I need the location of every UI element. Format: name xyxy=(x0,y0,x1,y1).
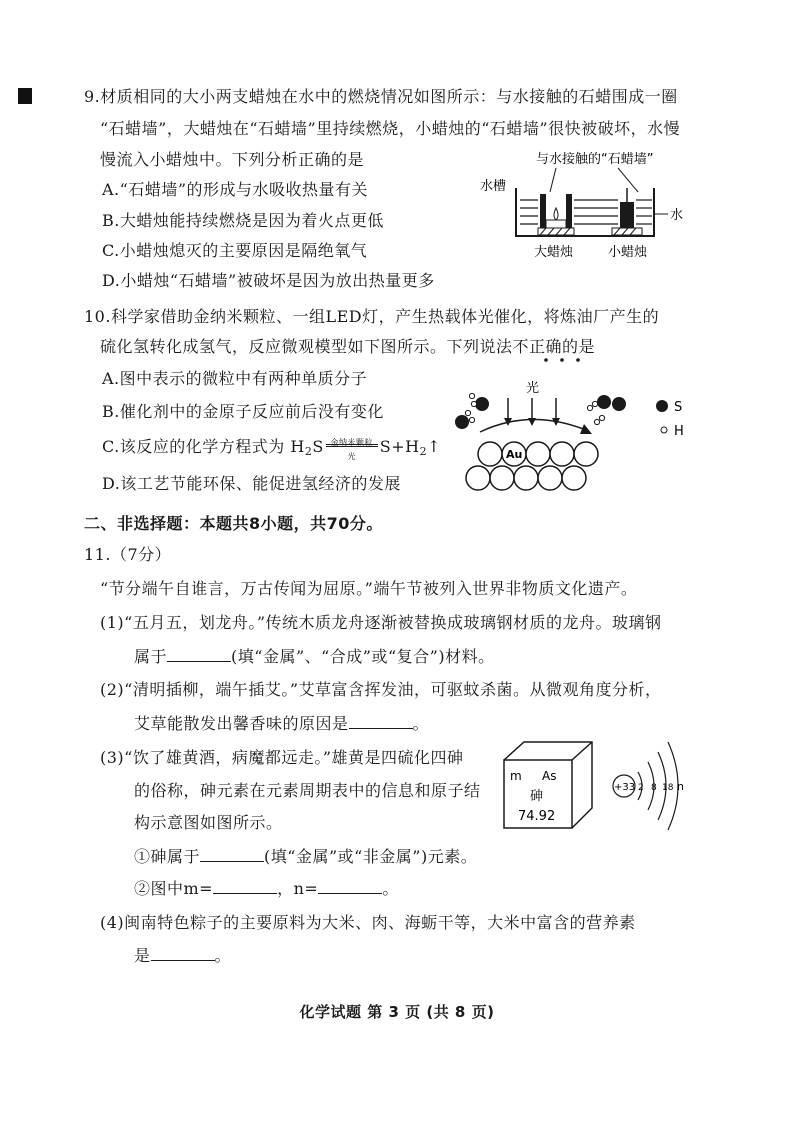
fig-big-candle-label: 大蜡烛 xyxy=(534,245,574,260)
q11-p1-line1: (1)“五月五，划龙舟。”传统木质龙舟逐渐被替换成玻璃钢材质的龙舟。玻璃钢 xyxy=(100,613,662,632)
answer-blank-6[interactable] xyxy=(151,944,215,961)
atom-shell-2: 8 xyxy=(651,783,657,793)
q10-option-d: D.该工艺节能环保、能促进氢经济的发展 xyxy=(102,474,401,493)
fig-water-label: 水 xyxy=(670,208,684,223)
atom-nucleus: +33 xyxy=(614,782,636,793)
section-2-title: 二、非选择题：本题共8小题，共70分。 xyxy=(84,514,383,533)
legend-h: H xyxy=(674,424,684,439)
legend-s: S xyxy=(674,400,683,415)
answer-blank-5[interactable] xyxy=(318,877,382,894)
page-footer: 化学试题 第 3 页 (共 8 页) xyxy=(299,1003,495,1021)
q9-line1: 9.材质相同的大小两支蜡烛在水中的燃烧情况如图所示：与水接触的石蜡围成一圈 xyxy=(84,87,678,106)
q11-p2-line1: (2)“清明插柳，端午插艾。”艾草富含挥发油，可驱蚊杀菌。从微观角度分析， xyxy=(100,680,662,699)
q11-p3-line1: (3)“饮了雄黄酒，病魔都远走。”雄黄是四硫化四砷 xyxy=(100,748,464,767)
q9-option-b: B.大蜡烛能持续燃烧是因为着火点更低 xyxy=(102,211,384,230)
q11-p4-line2: 是 。 xyxy=(134,946,232,965)
q9-option-c: C.小蜡烛熄灭的主要原因是隔绝氧气 xyxy=(102,241,368,260)
element-m: m xyxy=(510,769,522,783)
q11-intro: “节分端午自谁言，万古传闻为屈原。”端午节被列入世界非物质文化遗产。 xyxy=(100,579,638,598)
q9-line3: 慢流入小蜡烛中。下列分析正确的是 xyxy=(100,150,365,169)
element-name: 砷 xyxy=(530,789,544,804)
q11-p1-line2: 属于 (填“金属”、“合成”或“复合”)材料。 xyxy=(134,647,495,666)
reaction-condition: 金纳米颗粒 光 xyxy=(324,434,380,456)
fig-au-label: Au xyxy=(506,448,523,461)
element-symbol: As xyxy=(542,769,557,783)
q10-option-c: C.该反应的化学方程式为 $H_2S$ 金纳米颗粒 光 $S+H_2↑$ xyxy=(102,434,441,463)
q11-p3-q2: ②图中m= ，n= 。 xyxy=(134,879,399,898)
fig-top-label: 与水接触的“石蜡墙” xyxy=(536,152,654,167)
answer-blank-4[interactable] xyxy=(213,877,277,894)
atom-structure-diagram xyxy=(610,738,702,836)
answer-blank-3[interactable] xyxy=(200,845,264,862)
atom-shell-4: n xyxy=(677,780,684,793)
fig-light-label: 光 xyxy=(526,381,540,396)
q9-option-d: D.小蜡烛“石蜡墙”被破坏是因为放出热量更多 xyxy=(102,271,435,290)
catalysis-diagram xyxy=(450,378,698,496)
atom-shell-3: 18 xyxy=(662,783,674,793)
q10-option-a: A.图中表示的微粒中有两种单质分子 xyxy=(102,369,368,388)
atom-shell-1: 2 xyxy=(638,783,644,793)
q10-line1: 10.科学家借助金纳米颗粒、一组LED灯，产生热载体光催化，将炼油厂产生的 xyxy=(84,307,660,326)
q9-option-a: A.“石蜡墙”的形成与水吸收热量有关 xyxy=(102,180,369,199)
q9-line2: “石蜡墙”，大蜡烛在“石蜡墙”里持续燃烧，小蜡烛的“石蜡墙”很快被破坏，水慢 xyxy=(100,119,681,138)
emphasis-dots xyxy=(530,356,590,364)
q11-p2-line2: 艾草能散发出馨香味的原因是 。 xyxy=(134,714,430,733)
q11-header: 11.（7分） xyxy=(84,545,172,564)
q11-p4-line1: (4)闽南特色粽子的主要原料为大米、肉、海蛎干等，大米中富含的营养素 xyxy=(100,913,636,932)
q11-p3-line3: 构示意图如图所示。 xyxy=(134,813,283,832)
candle-diagram xyxy=(478,148,698,264)
q10-option-b: B.催化剂中的金原子反应前后没有变化 xyxy=(102,402,384,421)
fig-small-candle-label: 小蜡烛 xyxy=(608,245,648,260)
element-cell xyxy=(496,738,596,834)
answer-blank-2[interactable] xyxy=(349,712,413,729)
fig-tank-label: 水槽 xyxy=(480,179,507,194)
q11-p3-line2: 的俗称，砷元素在元素周期表中的信息和原子结 xyxy=(134,781,481,800)
answer-blank-1[interactable] xyxy=(167,645,231,662)
emphasis-text: 不正确 xyxy=(512,337,563,356)
element-mass: 74.92 xyxy=(518,809,556,824)
q11-p3-q1: ①砷属于 (填“金属”或“非金属”)元素。 xyxy=(134,847,478,866)
q10-line2: 硫化氢转化成氢气，反应微观模型如下图所示。下列说法不正确的是 xyxy=(100,337,596,356)
corner-marker xyxy=(18,88,32,104)
